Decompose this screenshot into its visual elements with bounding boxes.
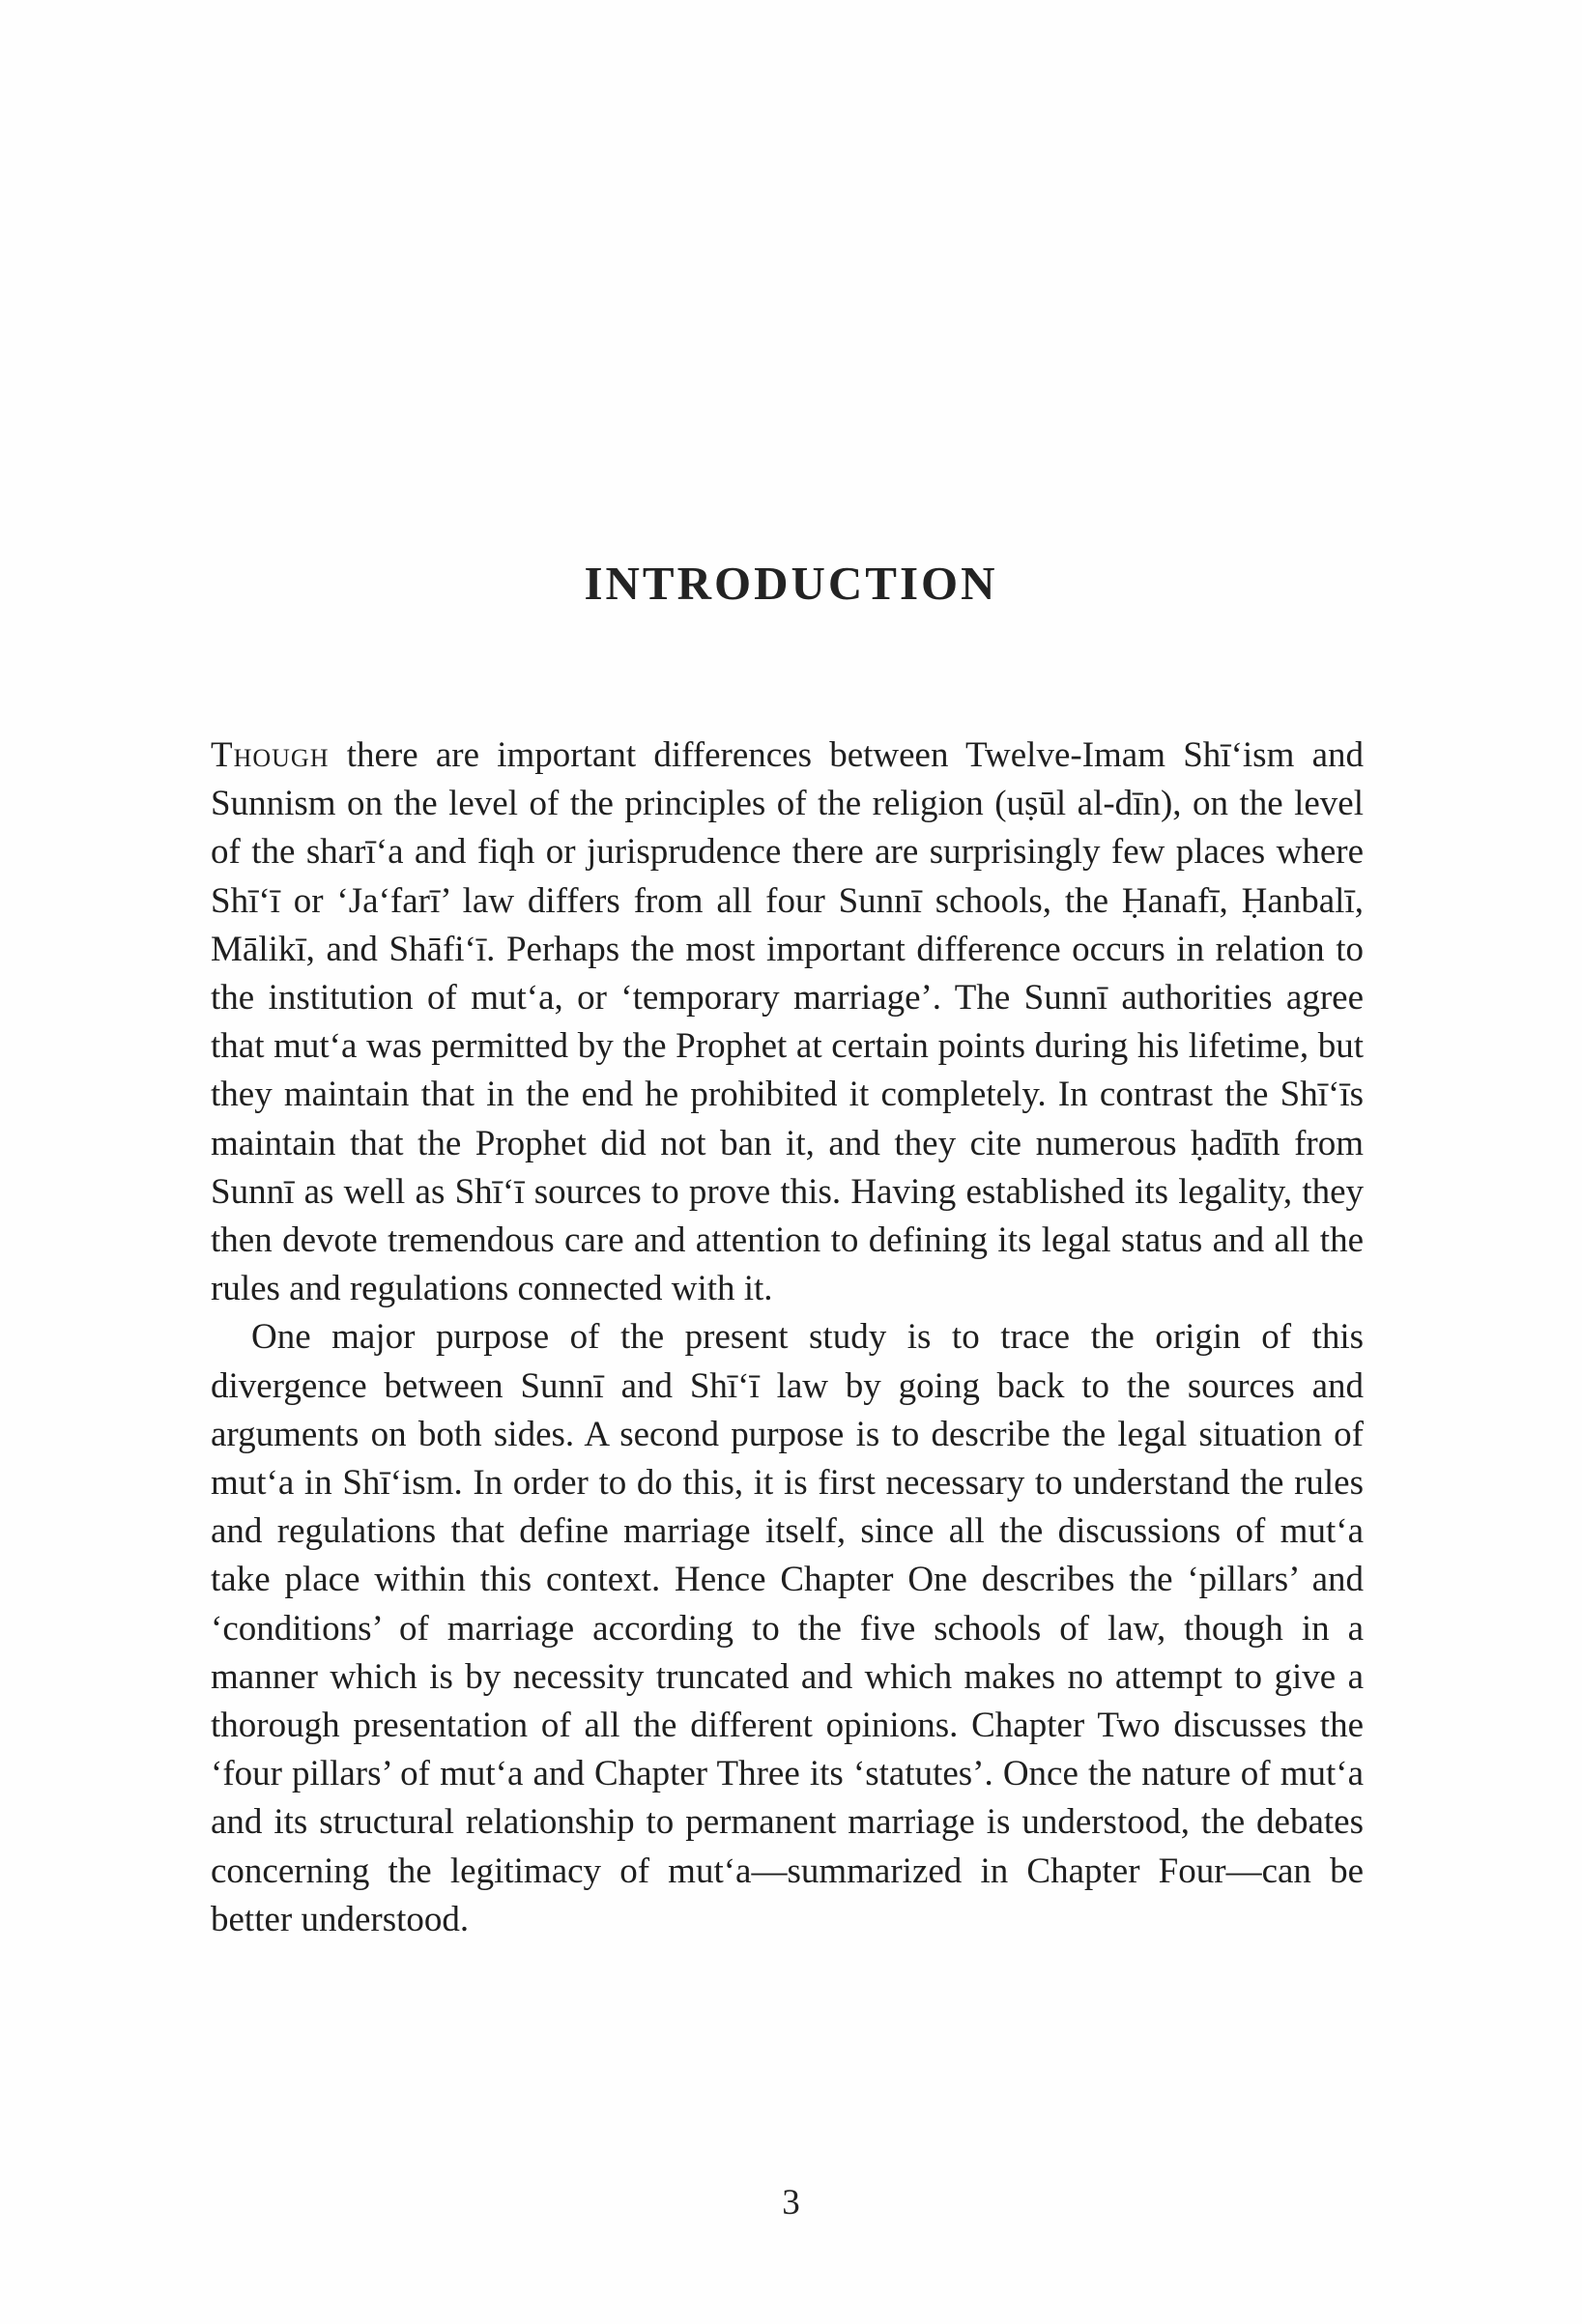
page-number: 3 (782, 2183, 800, 2223)
chapter-heading: INTRODUCTION (584, 557, 998, 610)
body-text (211, 732, 1364, 1944)
paragraph-1-lead-word: Though (211, 735, 330, 775)
paragraph-2: One major purpose of the present study is to trace the origin of this divergence between Sunnī and Shī‘ī law by going back to the sources and arguments on both sides. A second purpose is to describe the legal situation of mut‘a in Shī‘ism. In order to do this, it is first necessary to understand the rules and regulations that define marriage itself, since all the discussions of mut‘a take place within this context. Hence Chapter One describes the ‘pillars’ and ‘conditions’ of marriage according to the five schools of law, though in a manner which is by necessity truncated and which makes no attempt to give a thorough presentation of all the different opinions. Chapter Two discusses the ‘four pillars’ of mut‘a and Chapter Three its ‘statutes’. Once the nature of mut‘a and its structural relationship to permanent marriage is understood, the debates concerning the legitimacy of mut‘a—summarized in Chapter Four—can be better understood. (211, 1317, 1364, 1939)
paragraph-1-text: there are important differences between Twelve-Imam Shī‘ism and Sunnism on the level of the principles of the religion (uṣūl al-dīn), on the level of the sharī‘a and fiqh or jurisprudence there are surprisingly few places where Shī‘ī or ‘Ja‘farī’ law differs from all four Sunnī schools, the Ḥanafī, Ḥanbalī, Mālikī, and Shāfi‘ī. Perhaps the most important difference occurs in relation to the institution of mut‘a, or ‘temporary marriage’. The Sunnī authorities agree that mut‘a was permitted by the Prophet at certain points during his lifetime, but they maintain that in the end he prohibited it completely. In contrast the Shī‘īs maintain that the Prophet did not ban it, and they cite numerous ḥadīth from Sunnī as well as Shī‘ī sources to prove this. Having established its legality, they then devote tremendous care and attention to defining its legal status and all the rules and regulations connected with it. (211, 735, 1364, 1309)
paragraph-1 (211, 732, 1364, 1313)
